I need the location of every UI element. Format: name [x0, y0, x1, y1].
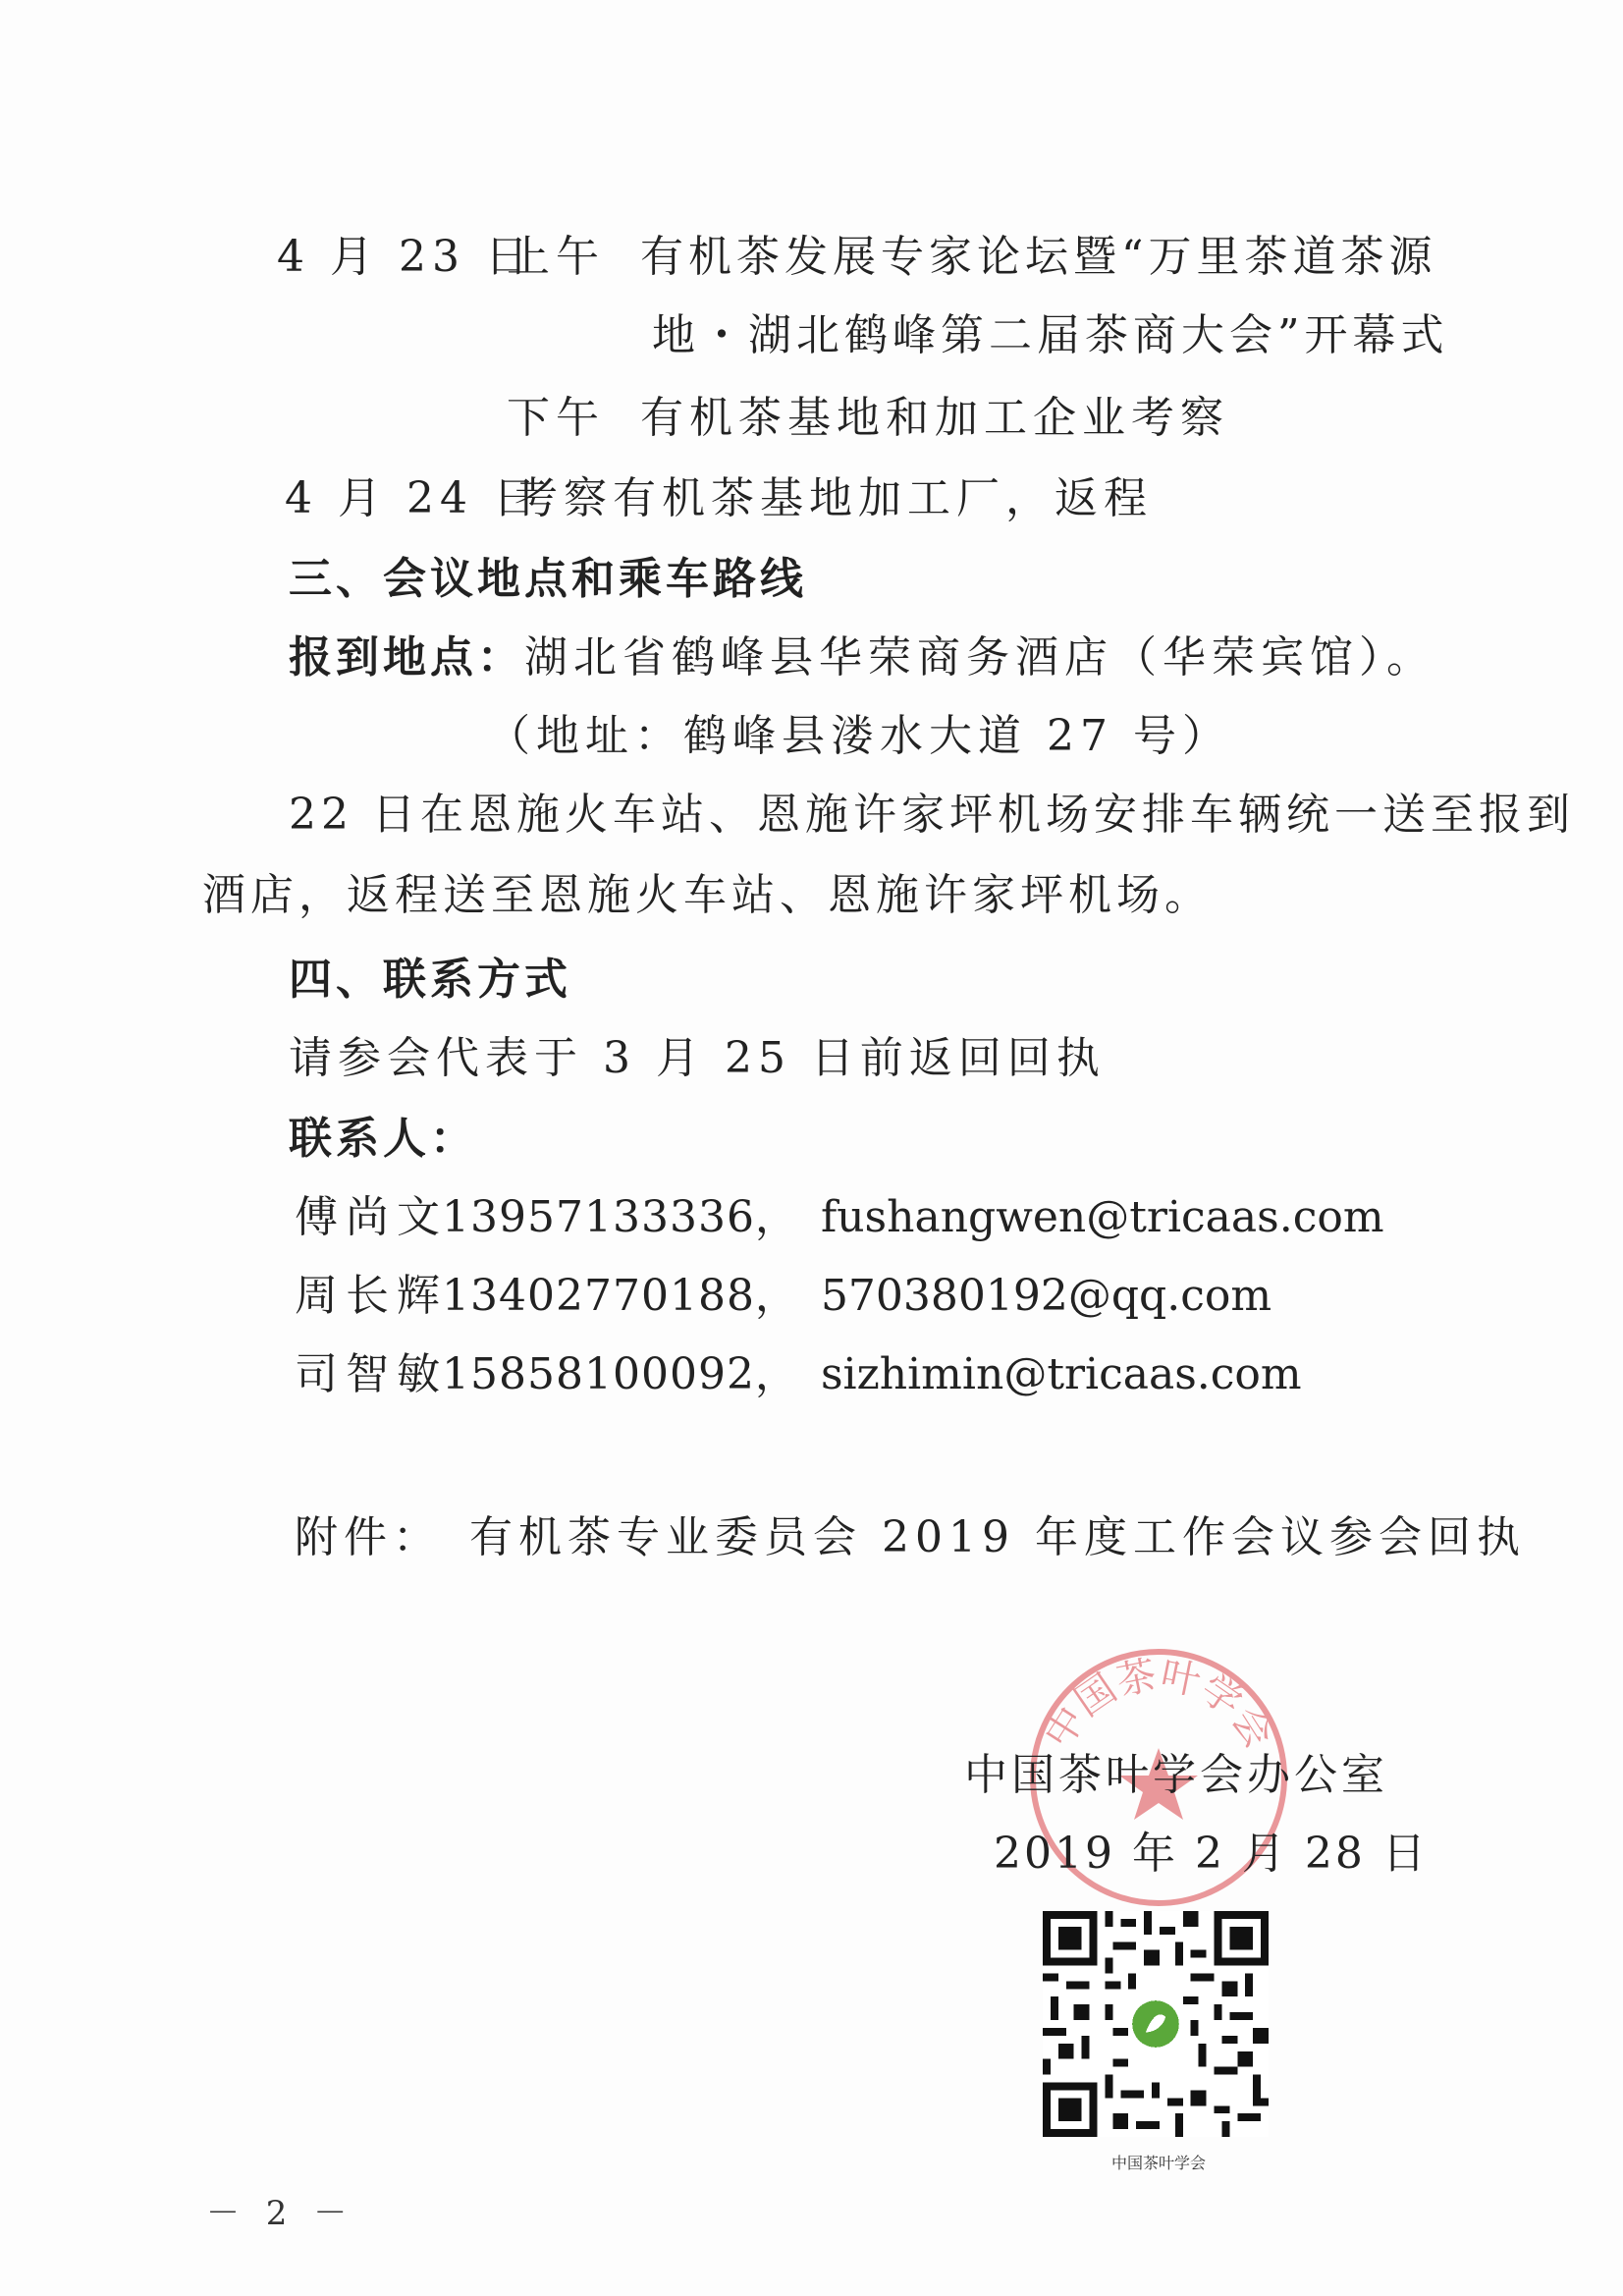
venue-row — [289, 632, 1435, 683]
signature-org: 中国茶叶学会办公室 — [964, 1750, 1388, 1800]
contact-name: 傅尚文 — [295, 1192, 448, 1242]
signature-date: 2019 年 2 月 28 日 — [994, 1829, 1429, 1879]
reply-deadline: 请参会代表于 3 月 25 日前返回回执 — [289, 1033, 1106, 1083]
contacts-label: 联系人： — [289, 1114, 477, 1164]
day1-date: 4 月 23 日 — [277, 232, 534, 282]
page-number: － 2 － — [206, 2194, 355, 2233]
svg-text:中国茶叶学会 — [1036, 1653, 1282, 1757]
venue-label: 报到地点： — [289, 632, 524, 683]
contact-row — [295, 1271, 1272, 1321]
venue-text: 湖北省鹤峰县华荣商务酒店（华荣宾馆）。 — [524, 632, 1435, 683]
day1-morning-line2: 地・湖北鹤峰第二届茶商大会”开幕式 — [652, 310, 1449, 360]
qr-caption: 中国茶叶学会 — [1110, 2154, 1206, 2172]
day1-afternoon-label: 下午 — [507, 393, 605, 443]
contact-email: fushangwen@tricaas.com — [820, 1192, 1384, 1242]
contact-row — [295, 1192, 1384, 1242]
contact-phone: 13402770188， — [442, 1271, 799, 1321]
section4-heading: 四、联系方式 — [289, 955, 571, 1005]
day1-morning-line1: 有机茶发展专家论坛暨“万里茶道茶源 — [640, 232, 1437, 282]
transport-line2: 酒店，返程送至恩施火车站、恩施许家坪机场。 — [202, 870, 1213, 920]
day2-date: 4 月 24 日 — [285, 473, 542, 523]
qr-code — [1043, 1911, 1269, 2137]
contact-phone: 15858100092， — [442, 1349, 799, 1399]
section3-heading: 三、会议地点和乘车路线 — [289, 554, 807, 604]
day1-morning-label: 上午 — [507, 232, 605, 282]
attachment-note: 附件： 有机茶专业委员会 2019 年度工作会议参会回执 — [295, 1512, 1526, 1562]
contact-row — [295, 1349, 1302, 1399]
day1-afternoon-text: 有机茶基地和加工企业考察 — [640, 393, 1229, 443]
contact-email: 570380192@qq.com — [820, 1271, 1272, 1321]
contact-name: 周长辉 — [295, 1271, 448, 1321]
contact-email: sizhimin@tricaas.com — [820, 1349, 1302, 1399]
seal-text: 中国茶叶学会 — [1035, 1652, 1282, 1757]
contact-phone: 13957133336， — [442, 1192, 799, 1242]
venue-address: （地址：鹤峰县溇水大道 27 号） — [487, 711, 1231, 761]
day2-text: 考察有机茶基地加工厂，返程 — [514, 473, 1153, 523]
transport-line1: 22 日在恩施火车站、恩施许家坪机场安排车辆统一送至报到 — [289, 790, 1575, 840]
contact-name: 司智敏 — [295, 1349, 448, 1399]
